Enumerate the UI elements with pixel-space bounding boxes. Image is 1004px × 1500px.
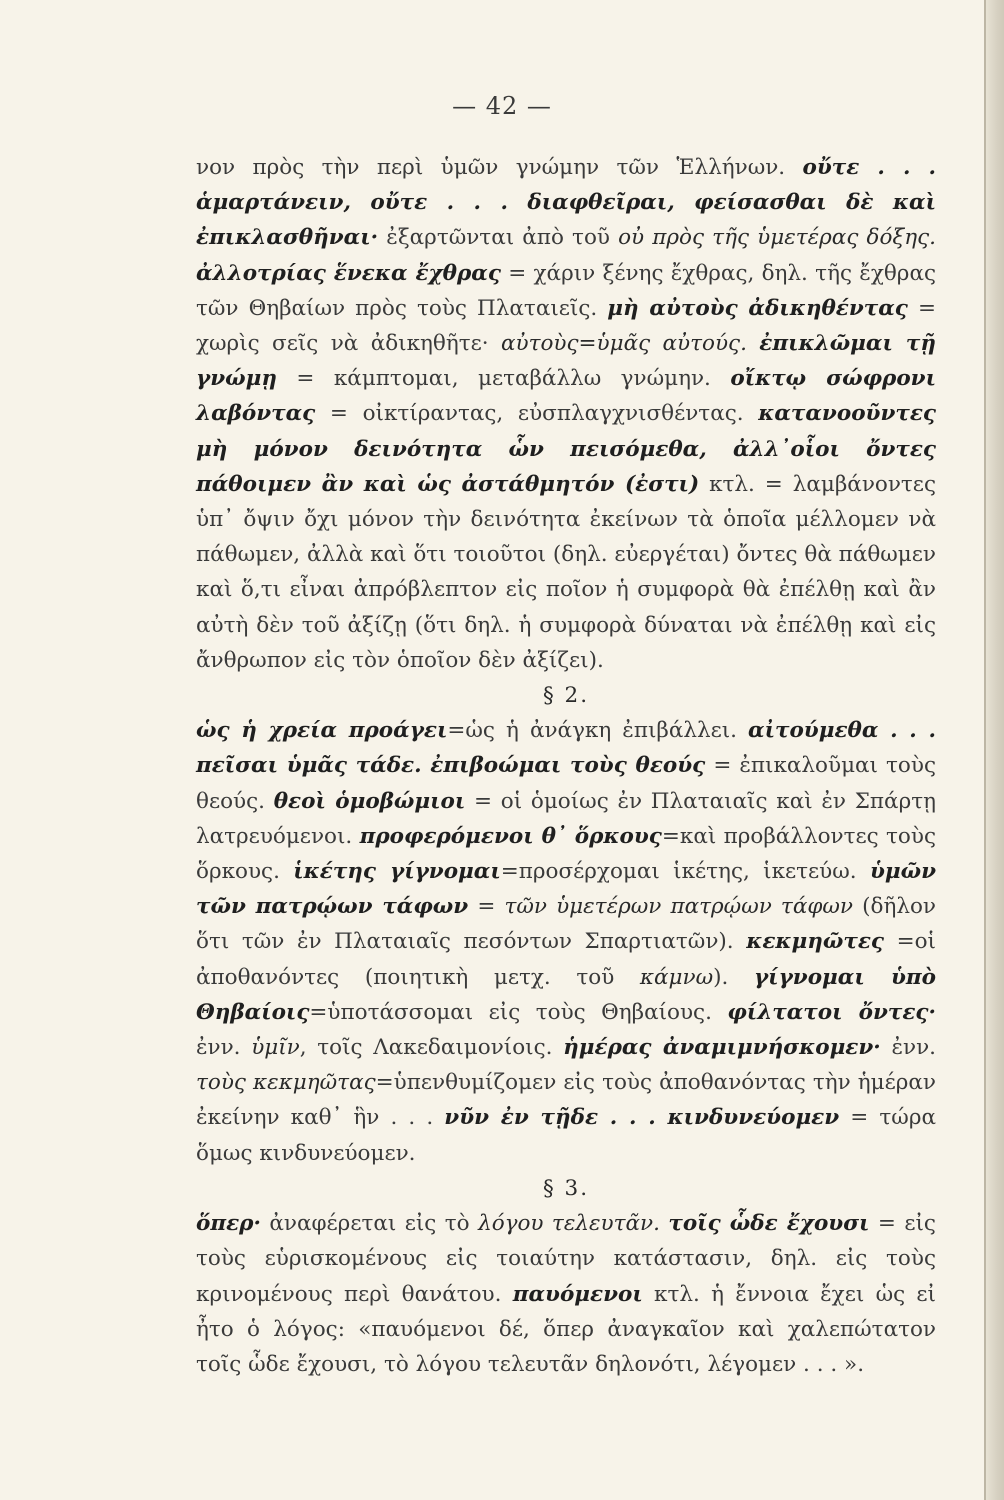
lemma: γίγνομαι ὑπὸ Θηβαίοις — [196, 964, 936, 1025]
lemma: ἡμέρας ἀναμιμνήσκομεν· — [563, 1035, 881, 1061]
italic-gloss: κάμνω — [639, 964, 714, 990]
lemma: θεοὶ ὁμοβώμιοι — [273, 788, 466, 814]
text-segment: =ὑπενθυμίζομεν εἰς τοὺς ἀποθανόντας τὴν ἡμέραν ἐκείνην καθ᾽ ἣν . . . — [196, 1070, 937, 1131]
lemma: οἴκτῳ σώφρονι λαβόντας — [196, 366, 936, 427]
lemma: κεκμηῶτες — [746, 929, 884, 955]
text-segment: = τώρα ὅμως κινδυνεύομεν. — [196, 1105, 936, 1166]
text-segment: νον πρὸς τὴν περὶ ὑμῶν γνώμην τῶν Ἑλλήνων. — [196, 155, 803, 180]
text-segment: ). — [713, 964, 754, 990]
paragraph-1 — [196, 150, 936, 678]
italic-gloss: ὑμῖν — [251, 1035, 300, 1061]
paragraph-3 — [196, 1206, 936, 1382]
text-segment: κτλ. ἡ ἔννοια ἔχει ὡς εἰ ἦτο ὁ λόγος: «παυόμενοι δέ, ὅπερ ἀναγκαῖον καὶ χαλεπώτατον τοῖς ὧδε ἔχουσι, τὸ λόγου τελευτᾶν δηλονότι, λέγομεν . . . ». — [196, 1281, 936, 1377]
italic-gloss: τοὺς κεκμηῶτας — [196, 1070, 376, 1096]
text-segment: , τοῖς Λακεδαιμονίοις. — [299, 1035, 564, 1061]
text-segment: ἐνν. — [196, 1035, 252, 1061]
lemma: ὑμῶν τῶν πατρῴων τάφων — [196, 859, 936, 920]
text-segment: =προσέρχομαι ἱκέτης, ἱκετεύω. — [500, 859, 870, 885]
text-segment: = — [468, 894, 505, 920]
italic-gloss: οὐ πρὸς τῆς ὑμετέρας δόξης. — [618, 225, 936, 251]
lemma: προφερόμενοι θ᾽ ὅρκους — [359, 823, 662, 849]
section-heading-2: § 2. — [542, 683, 590, 709]
paragraph-2 — [196, 713, 936, 1171]
italic-gloss: τῶν ὑμετέρων πατρῴων τάφων — [504, 894, 853, 920]
page-spine-edge — [984, 0, 1004, 1500]
text-segment: = ἐπικαλοῦμαι τοὺς θεούς. — [196, 753, 936, 814]
lemma: ἀλλοτρίας ἕνεκα ἔχθρας — [196, 260, 501, 286]
lemma: ἱκέτης γίγνομαι — [293, 859, 501, 885]
lemma: ὅπερ· — [196, 1211, 261, 1237]
text-segment: =οἱ ἀποθανόντες (ποιητικὴ μετχ. τοῦ — [196, 929, 936, 990]
lemma: ἐπικλῶμαι τῇ γνώμῃ — [196, 331, 936, 392]
text-segment: = εἰς τοὺς εὑρισκομένους εἰς τοιαύτην κατάστασιν, δηλ. εἰς τοὺς κρινομένους περὶ θανάτου. — [196, 1211, 936, 1307]
page-number: — 42 — — [452, 92, 552, 120]
text-segment: =ὑποτάσσομαι εἰς τοὺς Θηβαίους. — [309, 999, 728, 1025]
lemma: νῦν ἐν τῇδε . . . κινδυνεύομεν — [444, 1105, 840, 1131]
text-segment: = οἱ ὁμοίως ἐν Πλαταιαῖς καὶ ἐν Σπάρτῃ λατρευόμενοι. — [196, 788, 936, 849]
lemma: οὔτε . . . ἁμαρτάνειν, οὔτε . . . διαφθεῖραι, φείσασθαι δὲ καὶ ἐπικλασθῆναι· — [196, 155, 936, 251]
text-segment: ἀναφέρεται εἰς τὸ — [260, 1211, 479, 1237]
text-segment: = χωρὶς σεῖς νὰ ἀδικηθῆτε· — [196, 295, 936, 357]
text-segment — [747, 331, 759, 356]
lemma: φίλτατοι ὄντες· — [727, 999, 936, 1025]
text-segment: ἐξαρτῶνται ἀπὸ τοῦ — [378, 225, 619, 251]
lemma: τοῖς ὧδε ἔχουσι — [668, 1211, 870, 1237]
lemma: παυόμενοι — [512, 1281, 643, 1307]
text-segment: κτλ. = λαμβάνοντες ὑπ᾽ ὄψιν ὄχι μόνον τὴν δεινότητα ἐκείνων τὰ ὁποῖα μέλλομεν νὰ πάθωμεν, ἀλλὰ καὶ ὅτι τοιοῦτοι (δηλ. εὐεργέται) ὄντες θὰ πάθωμεν καὶ ὅ,τι εἶναι ἀπρόβλεπτον εἰς ποῖον ἡ συμφορὰ θὰ ἐπέλθῃ καὶ ἂν αὐτὴ δὲν τοῦ ἀξίζῃ (ὅτι δηλ. ἡ συμφορὰ δύναται νὰ ἐπέλθῃ καὶ εἰς ἄνθρωπον εἰς τὸν ὁποῖον δὲν ἀξίζει). — [196, 471, 936, 673]
text-segment: = κάμπτομαι, μεταβάλλω γνώμην. — [276, 366, 731, 392]
lemma: αἰτούμεθα . . . πεῖσαι ὑμᾶς τάδε. ἐπιβοώμαι τοὺς θεούς — [196, 718, 936, 779]
lemma: κατανοοῦντες μὴ μόνον δεινότητα ὧν πεισόμεθα, ἀλλ᾽οἷοι ὄντες πάθοιμεν ἂν καὶ ὡς ἀστάθμητόν (ἐστι) — [196, 401, 936, 497]
text-segment: ἐνν. — [880, 1035, 936, 1061]
section-heading-3: § 3. — [542, 1175, 590, 1201]
text-segment: = οἰκτίραντας, εὐσπλαγχνισθέντας. — [315, 401, 759, 427]
text-segment: (δῆλον ὅτι τῶν ἐν Πλαταιαῖς πεσόντων Σπαρτιατῶν). — [196, 894, 936, 955]
italic-gloss: αὐτοὺς=ὑμᾶς αὐτούς. — [500, 331, 747, 357]
text-segment: =καὶ προβάλλοντες τοὺς ὅρκους. — [196, 823, 936, 885]
lemma: ὡς ἡ χρεία προάγει — [196, 718, 448, 744]
text-segment: = χάριν ξένης ἔχθρας, δηλ. τῆς ἔχθρας τῶν Θηβαίων πρὸς τοὺς Πλαταιεῖς. — [196, 260, 937, 321]
italic-gloss: λόγου τελευτᾶν. — [478, 1211, 660, 1237]
commentary-text — [196, 150, 936, 1382]
lemma: μὴ αὐτοὺς ἀδικηθέντας — [607, 295, 908, 321]
text-segment: =ὡς ἡ ἀνάγκη ἐπιβάλλει. — [447, 718, 749, 744]
